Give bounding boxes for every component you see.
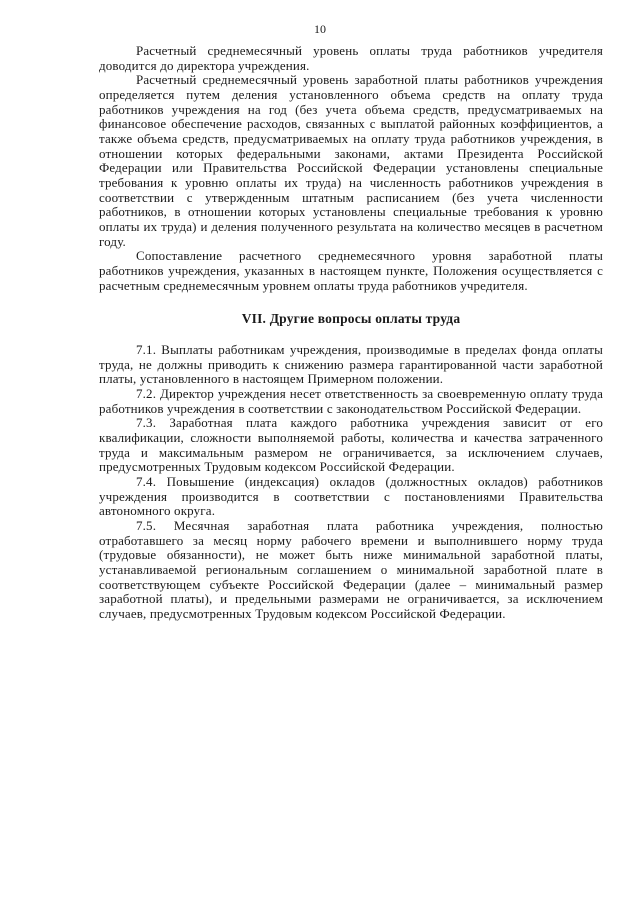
item-7-4: 7.4. Повышение (индексация) окладов (должностных окладов) работников учреждения производится в соответствии с постановлениями Правительства автономного округа. xyxy=(99,474,603,519)
section-heading: VII. Другие вопросы оплаты труда xyxy=(241,311,461,327)
item-7-5: 7.5. Месячная заработная плата работника учреждения, полностью отработавшего за месяц норму рабочего времени и выполнившего норму труда (трудовые обязанности), не может быть ниже минимальной заработной платы, устанавливаемой региональным соглашением о минимальной заработной плате в соответствующем субъекте Российской Федерации (далее – минимальный размер заработной платы), и предельными размерами не ограничивается, за исключением случаев, предусмотренных Трудовым кодексом Российской Федерации. xyxy=(99,518,603,621)
item-7-3: 7.3. Заработная плата каждого работника учреждения зависит от его квалификации, сложности выполняемой работы, количества и качества затраченного труда и максимальным размером не ограничивается, за исключением случаев, предусмотренных Трудовым кодексом Российской Федерации. xyxy=(99,415,603,475)
paragraph-average-pay-comparison: Сопоставление расчетного среднемесячного уровня заработной платы работников учреждения, указанных в настоящем пункте, Положения осуществляется с расчетным среднемесячным уровнем оплаты труда работников учредителя. xyxy=(99,248,603,293)
item-7-1: 7.1. Выплаты работникам учреждения, производимые в пределах фонда оплаты труда, не должны приводить к снижению размера гарантированной части заработной платы, установленного в настоящем Примерном положении. xyxy=(99,342,603,387)
document-body xyxy=(99,44,603,622)
paragraph-average-pay-calculation: Расчетный среднемесячный уровень заработной платы работников учреждения определяется путем деления установленного объема средств на оплату труда работников учреждения на год (без учета объема средств, предусматриваемых на финансовое обеспечение расходов, связанных с выплатой районных коэффициентов, а также объема средств, предусматриваемых на оплату труда работников учреждения, в отношении которых федеральными законами, актами Президента Российской Федерации или Правительства Российской Федерации установлены специальные требования к уровню оплаты их труда) на численность работников учреждения в соответствии с утвержденным штатным расписанием (без учета численности работников, в отношении которых установлены специальные требования к уровню оплаты их труда) и деления полученного результата на количество месяцев в расчетном году. xyxy=(99,72,603,249)
paragraph-average-pay-communicated: Расчетный среднемесячный уровень оплаты труда работников учредителя доводится до директора учреждения. xyxy=(99,43,603,73)
item-7-2: 7.2. Директор учреждения несет ответственность за своевременную оплату труда работников учреждения в соответствии с законодательством Российской Федерации. xyxy=(99,386,603,416)
page-number: 10 xyxy=(314,22,326,36)
